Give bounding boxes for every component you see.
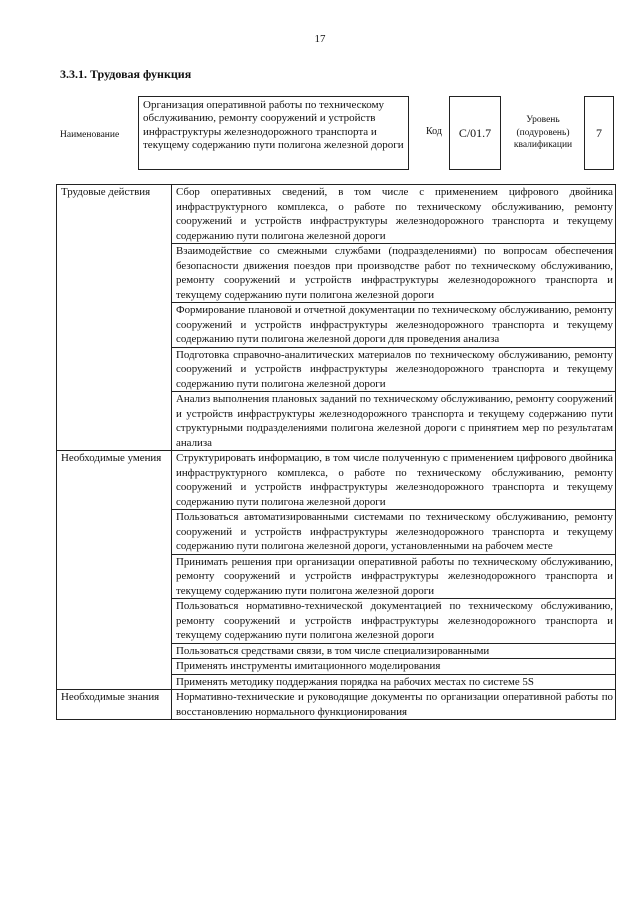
table-cell: Анализ выполнения плановых заданий по техническому обслуживанию, ремонту сооружений и устройств инфраструктуры железнодорожного транспорта и текущему содержанию пути структурными подразделениями полигона железной дороги с принятием мер по результатам анализа	[172, 392, 616, 451]
table-cell: Формирование плановой и отчетной документации по техническому обслуживанию, ремонту сооружений и устройств инфраструктуры железнодорожного транспорта и текущему содержанию пути полигона железной дороги для проведения анализа	[172, 303, 616, 348]
page-number: 17	[314, 33, 326, 45]
qualification-level-label	[506, 114, 580, 152]
table-row	[57, 185, 616, 244]
category-required-knowledge: Необходимые знания	[57, 690, 172, 720]
table-cell: Подготовка справочно-аналитических материалов по техническому обслуживанию, ремонту сооружений и устройств инфраструктуры железнодорожного транспорта и текущему содержанию пути полигона железной дороги	[172, 347, 616, 392]
table-cell: Пользоваться средствами связи, в том числе специализированными	[172, 643, 616, 659]
function-name-box: Организация оперативной работы по техническому обслуживанию, ремонту сооружений и устройств инфраструктуры железнодорожного транспорта и текущему содержанию пути полигона железной дороги	[138, 96, 409, 170]
qualification-level-box	[584, 96, 614, 170]
function-code-box	[449, 96, 501, 170]
function-code-value: C/01.7	[458, 125, 492, 140]
table-cell: Применять методику поддержания порядка на рабочих местах по системе 5S	[172, 674, 616, 690]
table-cell: Сбор оперативных сведений, в том числе с применением цифрового двойника инфраструктурного комплекса, о работе по техническому обслуживанию, ремонту сооружений и устройств инфраструктуры железнодорожного транспорта и текущему содержанию пути полигона железной дороги	[172, 185, 616, 244]
level-label-line-3: квалификации	[513, 140, 573, 150]
qualification-level-value: 7	[596, 125, 602, 140]
level-label-line-2: (подуровень)	[516, 127, 570, 138]
section-title: 3.3.1. Трудовая функция	[60, 67, 192, 81]
table-cell: Пользоваться автоматизированными системами по техническому обслуживанию, ремонту сооружений и устройств инфраструктуры железнодорожного транспорта и текущему содержанию пути полигона железной дороги, установленными на рабочем месте	[172, 510, 616, 555]
table-cell: Структурировать информацию, в том числе полученную с применением цифрового двойника инфраструктурного комплекса, о работе по техническому обслуживанию, ремонту сооружений и устройств инфраструктуры железнодорожного транспорта и текущему содержанию пути полигона железной дороги	[172, 451, 616, 510]
code-label: Код	[426, 126, 442, 137]
table-cell: Взаимодействие со смежными службами (подразделениями) по вопросам обеспечения безопасности движения поездов при производстве работ по техническому обслуживанию, ремонту сооружений и устройств инфраструктуры железнодорожного транспорта и текущему содержанию пути полигона железной дороги	[172, 244, 616, 303]
name-label: Наименование	[60, 130, 120, 140]
level-label-line-1: Уровень	[526, 115, 560, 125]
table-row	[57, 690, 616, 720]
table-row	[57, 451, 616, 510]
table-cell: Нормативно-технические и руководящие документы по организации оперативной работы по восстановлению нормального функционирования	[172, 690, 616, 720]
table-cell: Принимать решения при организации оперативной работы по техническому обслуживанию, ремонту сооружений и устройств инфраструктуры железнодорожного транспорта и текущему содержанию пути полигона железной дороги	[172, 554, 616, 599]
table-cell: Пользоваться нормативно-технической документацией по техническому обслуживанию, ремонту сооружений и устройств инфраструктуры железнодорожного транспорта и текущему содержанию пути полигона железной дороги	[172, 599, 616, 644]
table-cell: Применять инструменты имитационного моделирования	[172, 659, 616, 675]
category-labor-actions: Трудовые действия	[57, 185, 172, 451]
function-details-table	[56, 184, 616, 720]
category-required-skills: Необходимые умения	[57, 451, 172, 690]
